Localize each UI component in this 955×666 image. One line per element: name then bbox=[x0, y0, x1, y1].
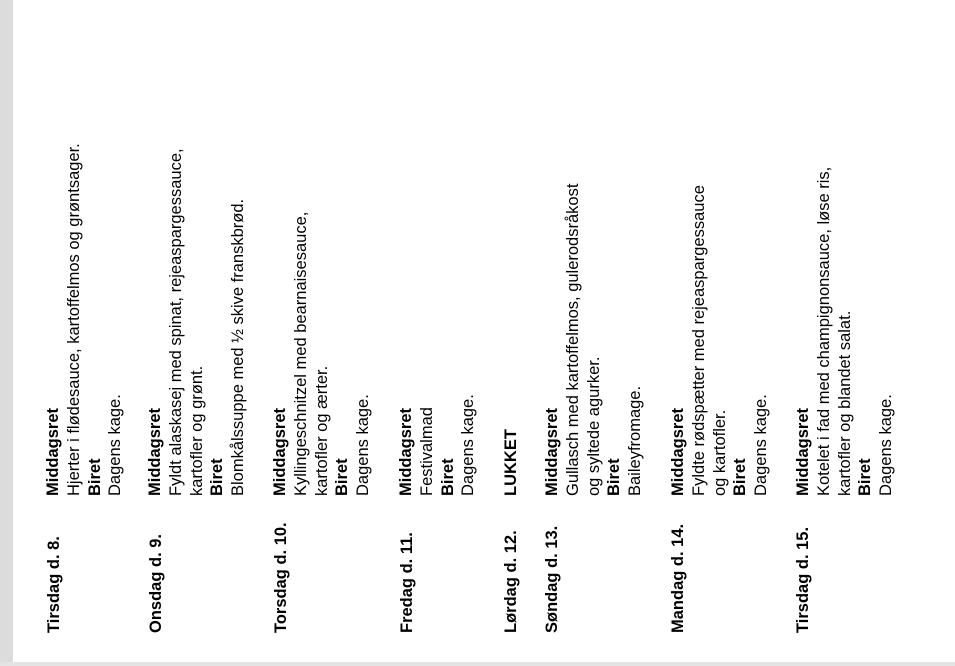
day-date-label: Tirsdag d. 15. bbox=[794, 526, 812, 633]
menu-text: Dagens kage. bbox=[459, 394, 478, 496]
menu-text: Gullasch med kartoffelmos, gulerodsråkost bbox=[563, 183, 582, 496]
dessert-heading: Biret bbox=[438, 458, 457, 496]
menu-text: Blomkålssuppe med ½ skive franskbrød. bbox=[229, 198, 248, 496]
dessert-heading: Biret bbox=[856, 458, 875, 496]
day-date-label: Onsdag d. 9. bbox=[147, 533, 165, 633]
menu-text: Fyldte rødspætter med rejeaspargessauce bbox=[689, 185, 708, 496]
menu-text: Dagens kage. bbox=[752, 394, 771, 496]
menu-text: Festivalmad bbox=[417, 407, 436, 496]
main-course-heading: Middagsret bbox=[794, 407, 812, 496]
menu-text: Baileyfromage. bbox=[626, 385, 645, 496]
main-course-heading: Middagsret bbox=[271, 407, 289, 496]
menu-text: og kartofler. bbox=[710, 409, 729, 496]
menu-text: kartofler og ærter. bbox=[312, 365, 331, 496]
menu-text: kartofler og blandet salat. bbox=[835, 310, 854, 496]
menu-text: Hjerter i flødesauce, kartoffelmos og grøntsager. bbox=[64, 143, 83, 496]
day-date-label: Søndag d. 13. bbox=[543, 525, 561, 633]
main-course-heading: Middagsret bbox=[669, 407, 687, 496]
main-course-heading: Middagsret bbox=[44, 407, 62, 496]
dessert-heading: Biret bbox=[208, 458, 227, 496]
menu-text: Fyldt alaskasej med spinat, rejeaspargessauce, bbox=[166, 148, 185, 496]
day-date-label: Mandag d. 14. bbox=[669, 523, 687, 633]
dessert-heading: Biret bbox=[605, 458, 624, 496]
day-date-label: Fredag d. 11. bbox=[398, 532, 416, 633]
dessert-heading: Biret bbox=[333, 458, 352, 496]
day-date-label: Torsdag d. 10. bbox=[272, 522, 290, 633]
day-date-label: Lørdag d. 12. bbox=[502, 530, 520, 633]
menu-text: og syltede agurker. bbox=[584, 356, 603, 496]
menu-text: Dagens kage. bbox=[106, 394, 125, 496]
main-course-heading: Middagsret bbox=[146, 407, 164, 496]
dessert-heading: Biret bbox=[731, 458, 750, 496]
menu-text: Kotelet i fad med champignonsauce, løse ris, bbox=[814, 166, 833, 496]
menu-text: Dagens kage. bbox=[354, 394, 373, 496]
main-course-heading: Middagsret bbox=[543, 407, 561, 496]
menu-text: kartofler og grønt. bbox=[187, 365, 206, 496]
menu-text: Dagens kage. bbox=[877, 394, 896, 496]
dessert-heading: Biret bbox=[85, 458, 104, 496]
closed-label: LUKKET bbox=[502, 429, 520, 496]
menu-text: Kyllingeschnitzel med bearnaisesauce, bbox=[291, 211, 310, 496]
day-date-label: Tirsdag d. 8. bbox=[45, 536, 63, 633]
main-course-heading: Middagsret bbox=[397, 407, 415, 496]
